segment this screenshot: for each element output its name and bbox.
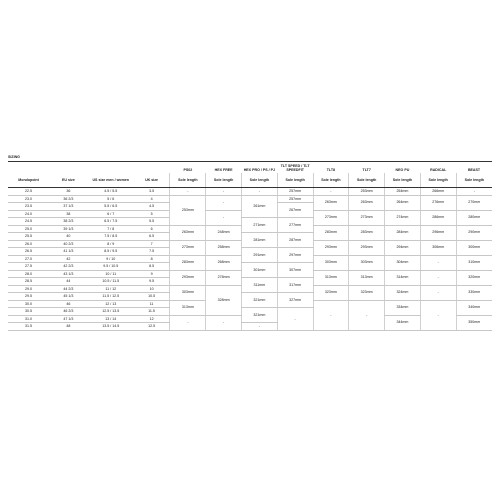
col-sole-tlt7: Sole length — [349, 173, 385, 188]
cell-us-size: 12.5 / 13.5 — [88, 308, 134, 316]
cell-eu-size: 43 1/3 — [49, 270, 88, 278]
cell-eu-size: 47 1/3 — [49, 315, 88, 323]
cell-sole-tlt7: 303mm — [349, 255, 385, 270]
cell-mondopoint: 23.0 — [8, 195, 49, 203]
cell-uk-size: 8 — [134, 255, 170, 263]
cell-uk-size: 4 — [134, 195, 170, 203]
cell-us-size: 6.5 / 7.5 — [88, 218, 134, 226]
sizing-table-body — [8, 188, 492, 331]
cell-sole-tlt7: - — [349, 300, 385, 330]
cell-sole-radical: 306mm — [420, 240, 456, 255]
cell-eu-size: 44 2/3 — [49, 285, 88, 293]
cell-sole-tlt8: - — [313, 188, 349, 196]
cell-eu-size: 40 — [49, 233, 88, 241]
cell-sole-beast: 310mm — [456, 255, 492, 270]
cell-sole-beast: 270mm — [456, 195, 492, 210]
cell-sole-tltspeed: 327mm — [277, 293, 313, 308]
col-uk-size: UK size — [134, 173, 170, 188]
cell-us-size: 4.5 / 5.5 — [88, 188, 134, 196]
col-us-size: US size men / women — [88, 173, 134, 188]
cell-uk-size: 10.5 — [134, 293, 170, 301]
cell-mondopoint: 27.5 — [8, 263, 49, 271]
cell-eu-size: 39 1/3 — [49, 225, 88, 233]
cell-eu-size: 46 — [49, 300, 88, 308]
cell-sole-beast: 330mm — [456, 285, 492, 300]
cell-mondopoint: 30.0 — [8, 300, 49, 308]
cell-sole-tltspeed: 257mm — [277, 188, 313, 196]
cell-eu-size: 46 2/3 — [49, 308, 88, 316]
cell-mondopoint: 30.5 — [8, 308, 49, 316]
cell-sole-neopu: 274mm — [385, 210, 421, 225]
cell-sole-tltspeed: 307mm — [277, 263, 313, 278]
cell-mondopoint: 31.5 — [8, 323, 49, 331]
brand-header-row — [8, 162, 492, 174]
cell-uk-size: 9 — [134, 270, 170, 278]
brand-hex-free: HEX FREE — [214, 167, 233, 172]
cell-sole-tlt7: 253mm — [349, 188, 385, 196]
cell-sole-ps02: 293mm — [170, 270, 206, 285]
cell-sole-radical: - — [420, 270, 456, 285]
cell-sole-radical: 296mm — [420, 225, 456, 240]
brand-header-spacer — [8, 162, 170, 174]
cell-sole-tlt8: 323mm — [313, 285, 349, 300]
cell-sole-radical: 266mm — [420, 188, 456, 196]
cell-mondopoint: 29.5 — [8, 293, 49, 301]
cell-uk-size: 11 — [134, 300, 170, 308]
cell-eu-size: 38 — [49, 210, 88, 218]
cell-sole-hexfree: - — [206, 315, 242, 330]
cell-eu-size: 42 2/3 — [49, 263, 88, 271]
cell-sole-tltspeed: 277mm — [277, 218, 313, 233]
cell-sole-hexpro: 261mm — [241, 195, 277, 218]
cell-uk-size: 9.5 — [134, 278, 170, 286]
cell-sole-hexfree: 268mm — [206, 255, 242, 270]
cell-eu-size: 42 — [49, 255, 88, 263]
cell-sole-hexpro: - — [241, 188, 277, 196]
brand-beast: BEAST — [467, 167, 481, 172]
cell-sole-tltspeed: 317mm — [277, 278, 313, 293]
cell-sole-tlt8: 273mm — [313, 210, 349, 225]
brand-radical: RADICAL — [430, 167, 447, 172]
cell-sole-tlt7: 323mm — [349, 285, 385, 300]
cell-mondopoint: 29.0 — [8, 285, 49, 293]
cell-uk-size: 12.5 — [134, 323, 170, 331]
cell-sole-tltspeed: - — [277, 308, 313, 331]
cell-mondopoint: 23.5 — [8, 203, 49, 211]
cell-sole-radical: - — [420, 285, 456, 300]
col-sole-hex-pro: Sole length — [241, 173, 277, 188]
cell-us-size: 11 / 12 — [88, 285, 134, 293]
cell-sole-hexfree: 278mm — [206, 270, 242, 285]
cell-sole-tlt8: 293mm — [313, 240, 349, 255]
brand-tlt7: TLT7 — [362, 167, 371, 172]
cell-sole-tltspeed: 297mm — [277, 248, 313, 263]
cell-sole-hexfree: - — [206, 210, 242, 225]
cell-sole-tlt7: 283mm — [349, 225, 385, 240]
cell-us-size: 11.5 / 12.5 — [88, 293, 134, 301]
cell-sole-ps02: - — [170, 315, 206, 330]
cell-sole-tlt8: 283mm — [313, 225, 349, 240]
cell-sole-hexfree: 328mm — [206, 285, 242, 315]
col-sole-beast: Sole length — [456, 173, 492, 188]
cell-sole-tlt8: 313mm — [313, 270, 349, 285]
cell-sole-neopu: 304mm — [385, 255, 421, 270]
cell-sole-hexpro: 271mm — [241, 218, 277, 233]
cell-sole-neopu: 284mm — [385, 225, 421, 240]
cell-sole-tlt7: 263mm — [349, 195, 385, 210]
cell-mondopoint: 28.0 — [8, 270, 49, 278]
cell-sole-tltspeed: 267mm — [277, 203, 313, 218]
col-mondopoint: Mondopoint — [8, 173, 49, 188]
cell-sole-tltspeed: 287mm — [277, 233, 313, 248]
cell-sole-hexpro: 321mm — [241, 293, 277, 308]
cell-eu-size: 40 2/3 — [49, 240, 88, 248]
cell-uk-size: 8.5 — [134, 263, 170, 271]
cell-sole-ps02: 263mm — [170, 225, 206, 240]
cell-us-size: 7 / 8 — [88, 225, 134, 233]
cell-sole-beast: 290mm — [456, 225, 492, 240]
cell-sole-ps02: 273mm — [170, 240, 206, 255]
cell-sole-beast: 280mm — [456, 210, 492, 225]
cell-mondopoint: 24.0 — [8, 210, 49, 218]
cell-uk-size: 12 — [134, 315, 170, 323]
cell-sole-tlt7: 293mm — [349, 240, 385, 255]
cell-us-size: 9 / 10 — [88, 255, 134, 263]
brand-neo-pu: NEO PU — [395, 167, 410, 172]
cell-sole-radical: 276mm — [420, 195, 456, 210]
cell-sole-ps02: 303mm — [170, 285, 206, 300]
cell-sole-neopu: 344mm — [385, 315, 421, 330]
cell-sole-hexpro: 311mm — [241, 278, 277, 293]
brand-hex-pro: HEX PRO / PS / PJ — [243, 167, 276, 172]
cell-us-size: 10 / 11 — [88, 270, 134, 278]
cell-uk-size: 6.5 — [134, 233, 170, 241]
cell-sole-neopu: 314mm — [385, 270, 421, 285]
sizing-title-row — [8, 152, 492, 162]
sizing-label: SIZING — [8, 152, 492, 162]
cell-sole-beast: 350mm — [456, 315, 492, 330]
cell-sole-tlt7: 273mm — [349, 210, 385, 225]
cell-sole-hexfree: 248mm — [206, 225, 242, 240]
cell-us-size: 5.5 / 6.5 — [88, 203, 134, 211]
cell-sole-tlt8: 263mm — [313, 195, 349, 210]
cell-sole-hexpro: 301mm — [241, 263, 277, 278]
cell-eu-size: 38 2/3 — [49, 218, 88, 226]
cell-sole-radical: 286mm — [420, 210, 456, 225]
cell-uk-size: 11.5 — [134, 308, 170, 316]
table-row — [8, 195, 492, 203]
cell-eu-size: 36 — [49, 188, 88, 196]
brand-tlt-speed: TLT SPEED / TLT SPEEDFIT — [280, 163, 310, 172]
cell-us-size: 9.5 / 10.5 — [88, 263, 134, 271]
cell-us-size: 12 / 13 — [88, 300, 134, 308]
cell-uk-size: 7.5 — [134, 248, 170, 256]
cell-mondopoint: 28.5 — [8, 278, 49, 286]
cell-sole-neopu: 324mm — [385, 285, 421, 300]
cell-eu-size: 37 1/3 — [49, 203, 88, 211]
cell-sole-hexpro: 291mm — [241, 248, 277, 263]
col-eu-size: EU size — [49, 173, 88, 188]
table-row — [8, 188, 492, 196]
cell-eu-size: 41 1/3 — [49, 248, 88, 256]
cell-sole-beast: 300mm — [456, 240, 492, 255]
cell-mondopoint: 26.0 — [8, 240, 49, 248]
cell-sole-tlt8: - — [313, 300, 349, 330]
col-sole-tlt8: Sole length — [313, 173, 349, 188]
cell-sole-tlt7: 313mm — [349, 270, 385, 285]
cell-uk-size: 5 — [134, 210, 170, 218]
cell-sole-hexfree: - — [206, 195, 242, 210]
cell-mondopoint: 31.0 — [8, 315, 49, 323]
col-sole-ps02: Sole length — [170, 173, 206, 188]
cell-sole-hexfree: - — [206, 188, 242, 196]
cell-us-size: 13.5 / 14.5 — [88, 323, 134, 331]
cell-eu-size: 48 — [49, 323, 88, 331]
cell-sole-hexpro: 281mm — [241, 233, 277, 248]
cell-us-size: 6 / 7 — [88, 210, 134, 218]
cell-mondopoint: 25.0 — [8, 225, 49, 233]
cell-mondopoint: 24.5 — [8, 218, 49, 226]
cell-sole-ps02: 283mm — [170, 255, 206, 270]
cell-mondopoint: 22.5 — [8, 188, 49, 196]
cell-sole-radical: - — [420, 300, 456, 330]
cell-sole-ps02: 313mm — [170, 300, 206, 315]
cell-uk-size: 6 — [134, 225, 170, 233]
cell-us-size: 8.5 / 9.5 — [88, 248, 134, 256]
cell-mondopoint: 26.5 — [8, 248, 49, 256]
cell-sole-beast: - — [456, 188, 492, 196]
cell-uk-size: 4.5 — [134, 203, 170, 211]
cell-us-size: 10.5 / 11.5 — [88, 278, 134, 286]
cell-mondopoint: 27.0 — [8, 255, 49, 263]
cell-sole-neopu: 294mm — [385, 240, 421, 255]
cell-sole-hexpro: 321mm — [241, 308, 277, 323]
cell-sole-ps02: 253mm — [170, 195, 206, 225]
cell-us-size: 13 / 14 — [88, 315, 134, 323]
cell-sole-ps02: - — [170, 188, 206, 196]
sizing-chart — [8, 152, 492, 331]
cell-sole-neopu: 264mm — [385, 195, 421, 210]
cell-uk-size: 5.5 — [134, 218, 170, 226]
brand-tlt8: TLT8 — [326, 167, 336, 172]
cell-sole-tltspeed: 257mm — [277, 195, 313, 203]
cell-us-size: 7.5 / 8.5 — [88, 233, 134, 241]
cell-eu-size: 45 1/3 — [49, 293, 88, 301]
cell-sole-tlt8: 303mm — [313, 255, 349, 270]
cell-sole-hexfree: 258mm — [206, 240, 242, 255]
cell-sole-neopu: 334mm — [385, 300, 421, 315]
sizing-table — [8, 152, 492, 331]
cell-sole-beast: 340mm — [456, 300, 492, 315]
cell-mondopoint: 25.5 — [8, 233, 49, 241]
col-sole-tlt-speed: Sole length — [277, 173, 313, 188]
cell-eu-size: 44 — [49, 278, 88, 286]
cell-us-size: 5 / 6 — [88, 195, 134, 203]
cell-sole-hexpro: - — [241, 323, 277, 331]
cell-sole-radical: - — [420, 255, 456, 270]
cell-uk-size: 10 — [134, 285, 170, 293]
col-sole-hex-free: Sole length — [206, 173, 242, 188]
cell-us-size: 8 / 9 — [88, 240, 134, 248]
sub-header-row — [8, 173, 492, 188]
cell-sole-neopu: 254mm — [385, 188, 421, 196]
cell-uk-size: 3.5 — [134, 188, 170, 196]
col-sole-radical: Sole length — [420, 173, 456, 188]
col-sole-neo-pu: Sole length — [385, 173, 421, 188]
cell-uk-size: 7 — [134, 240, 170, 248]
cell-sole-beast: 320mm — [456, 270, 492, 285]
brand-ps02: PS02 — [183, 167, 193, 172]
cell-eu-size: 36 2/3 — [49, 195, 88, 203]
